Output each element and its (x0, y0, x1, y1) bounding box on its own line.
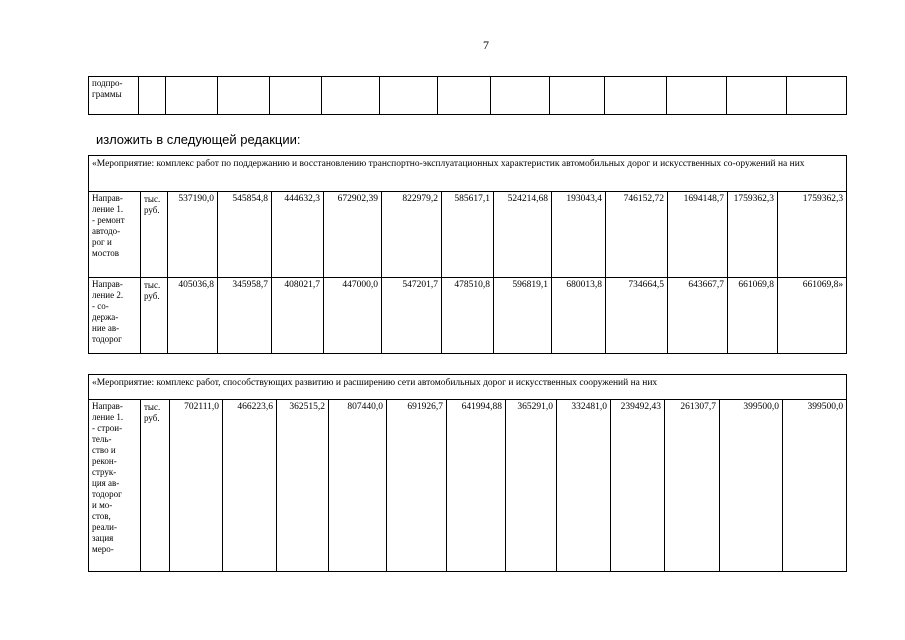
table-cell (218, 77, 270, 115)
value-cell: 691926,7 (387, 400, 447, 572)
value-cell: 405036,8 (168, 278, 218, 354)
value-cell: 399500,0 (783, 400, 847, 572)
table-row (89, 278, 847, 354)
value-cell: 641994,88 (447, 400, 506, 572)
value-cell: 643667,7 (668, 278, 728, 354)
value-cell: 545854,8 (218, 192, 272, 278)
row-label: Направ- ление 2. - со- держа- ние ав- тодорог (89, 278, 141, 354)
value-cell: 524214,68 (494, 192, 552, 278)
value-cell: 365291,0 (506, 400, 557, 572)
value-cell: 261307,7 (665, 400, 720, 572)
value-cell: 1759362,3 (778, 192, 847, 278)
table-row (89, 192, 847, 278)
value-cell: 822979,2 (382, 192, 442, 278)
row-label: Направ- ление 1. - строи- тель- ство и рекон- струк- ция ав- тодорог и мо- стов, реали- зация меро- (89, 400, 141, 572)
unit-cell: тыс. руб. (141, 278, 168, 354)
value-cell: 661069,8 (728, 278, 778, 354)
value-cell: 193043,4 (552, 192, 606, 278)
table-cell (380, 77, 438, 115)
value-cell: 807440,0 (329, 400, 387, 572)
row-label: Направ- ление 1. - ремонт автодо- рог и мостов (89, 192, 141, 278)
table-cell (491, 77, 550, 115)
measure-table-1 (88, 155, 847, 354)
value-cell: 345958,7 (218, 278, 272, 354)
value-cell: 478510,8 (442, 278, 494, 354)
value-cell: 408021,7 (272, 278, 324, 354)
section-heading: изложить в следующей редакции: (96, 132, 301, 147)
table-cell (322, 77, 380, 115)
value-cell: 537190,0 (168, 192, 218, 278)
top-table (88, 76, 847, 115)
value-cell: 447000,0 (324, 278, 382, 354)
value-cell: 1759362,3 (728, 192, 778, 278)
table-cell (550, 77, 605, 115)
value-cell: 239492,43 (611, 400, 665, 572)
value-cell: 399500,0 (720, 400, 783, 572)
table-cell (605, 77, 667, 115)
value-cell: 585617,1 (442, 192, 494, 278)
table-cell (139, 77, 166, 115)
value-cell: 362515,2 (277, 400, 329, 572)
value-cell: 547201,7 (382, 278, 442, 354)
value-cell: 746152,72 (606, 192, 668, 278)
value-cell: 672902,39 (324, 192, 382, 278)
table-cell (438, 77, 491, 115)
table2-header: «Мероприятие: комплекс работ, способствующих развитию и расширению сети автомобильных дорог и искусственных сооружений на них (89, 375, 847, 400)
page-number: 7 (483, 38, 489, 52)
value-cell: 466223,6 (223, 400, 277, 572)
value-cell: 1694148,7 (668, 192, 728, 278)
unit-cell: тыс. руб. (141, 400, 170, 572)
value-cell: 332481,0 (557, 400, 611, 572)
table-cell (787, 77, 847, 115)
value-cell: 444632,3 (272, 192, 324, 278)
table-row (89, 400, 847, 572)
table-cell (270, 77, 322, 115)
table-cell (166, 77, 218, 115)
value-cell: 596819,1 (494, 278, 552, 354)
measure-table-2 (88, 374, 847, 572)
value-cell: 734664,5 (606, 278, 668, 354)
unit-cell: тыс. руб. (141, 192, 168, 278)
value-cell: 702111,0 (170, 400, 223, 572)
value-cell: 661069,8» (778, 278, 847, 354)
table-cell (727, 77, 787, 115)
table-cell (667, 77, 727, 115)
table1-header: «Мероприятие: комплекс работ по поддержанию и восстановлению транспортно-эксплуатационных характеристик автомобильных дорог и искусственных со-оружений на них (89, 156, 847, 192)
top-table-label: подпро- граммы (89, 77, 139, 115)
value-cell: 680013,8 (552, 278, 606, 354)
